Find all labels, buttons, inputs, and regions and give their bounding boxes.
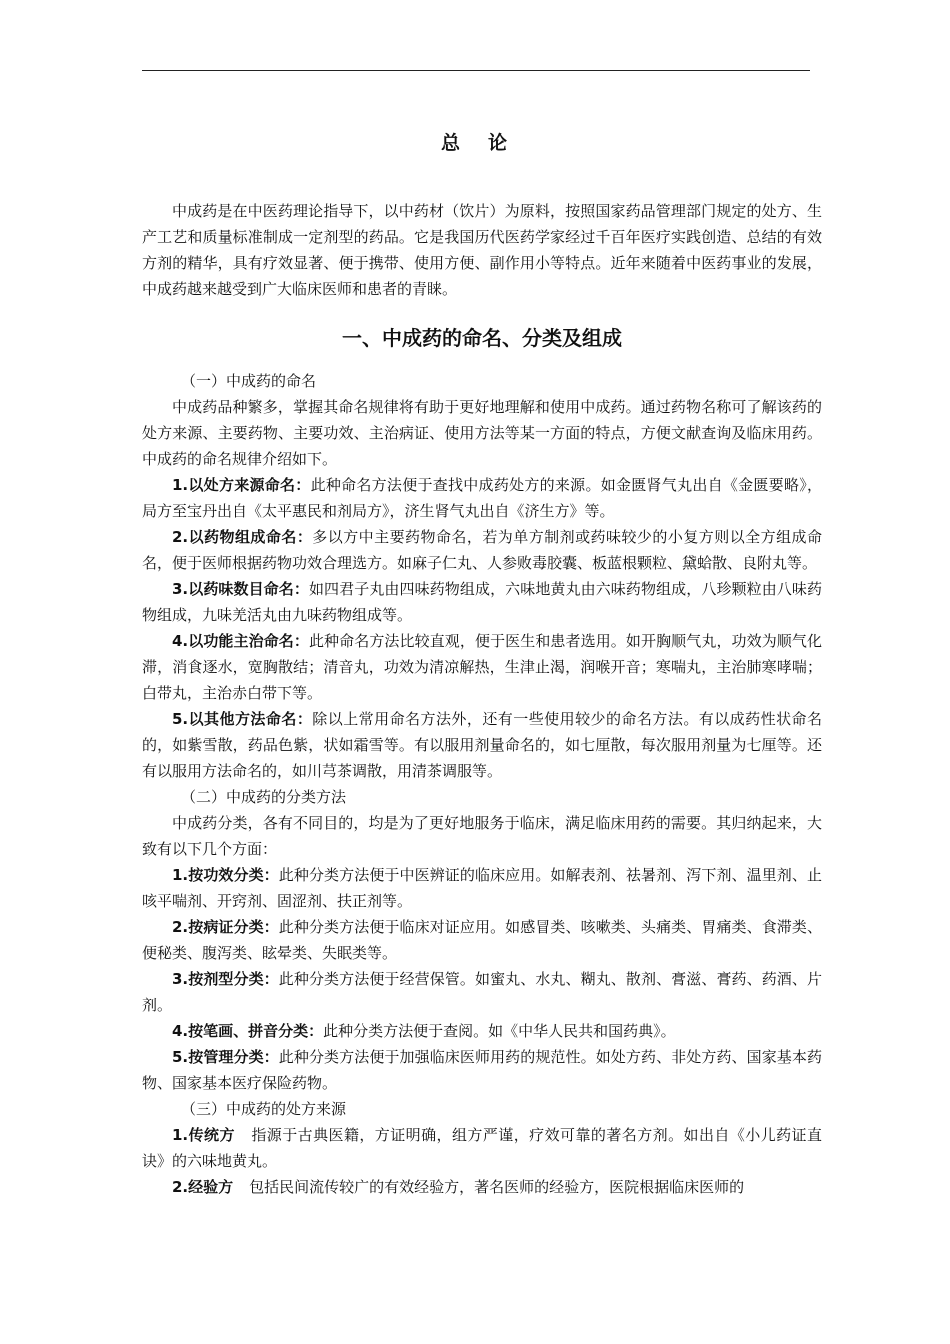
item-label: 1.传统方 (172, 1126, 235, 1144)
document-body (142, 198, 822, 1200)
item-label: 5.以其他方法命名： (172, 710, 313, 728)
classification-item (142, 1044, 822, 1096)
classification-item (142, 862, 822, 914)
naming-item (142, 576, 822, 628)
item-text: 此种分类方法便于查阅。如《中华人民共和国药典》。 (323, 1022, 676, 1040)
item-text: 指源于古典医籍，方证明确，组方严谨，疗效可靠的著名方剂。如出自《小儿药证直诀》的六味地黄丸。 (142, 1126, 822, 1170)
item-text: 此种分类方法便于加强临床医师用药的规范性。如处方药、非处方药、国家基本药物、国家基本医疗保险药物。 (142, 1048, 822, 1092)
item-label: 1.以处方来源命名： (172, 476, 311, 494)
subheading-naming: （一）中成药的命名 (181, 372, 317, 390)
classification-item (142, 1018, 822, 1044)
subheading-sources: （三）中成药的处方来源 (181, 1100, 347, 1118)
item-label: 3.以药味数目命名： (172, 580, 309, 598)
header-rule (142, 70, 810, 71)
subheading-classification: （二）中成药的分类方法 (181, 788, 347, 806)
page-title: 总 论 (440, 132, 510, 154)
item-text: 此种分类方法便于经营保管。如蜜丸、水丸、糊丸、散剂、膏滋、膏药、药酒、片剂。 (142, 970, 822, 1014)
item-label: 4.以功能主治命名： (172, 632, 309, 650)
item-text: 多以方中主要药物命名，若为单方制剂或药味较少的小复方则以全方组成命名，便于医师根据药物功效合理选方。如麻子仁丸、人参败毒胶囊、板蓝根颗粒、黛蛤散、良附丸等。 (142, 528, 822, 572)
item-text: 此种分类方法便于临床对证应用。如感冒类、咳嗽类、头痛类、胃痛类、食滞类、便秘类、腹泻类、眩晕类、失眠类等。 (142, 918, 822, 962)
item-label: 5.按管理分类： (172, 1048, 279, 1066)
item-label: 2.以药物组成命名： (172, 528, 313, 546)
naming-item (142, 472, 822, 524)
item-text: 如四君子丸由四味药物组成，六味地黄丸由六味药物组成，八珍颗粒由八味药物组成，九味羌活丸由九味药物组成等。 (142, 580, 822, 624)
item-text: 此种命名方法比较直观，便于医生和患者选用。如开胸顺气丸，功效为顺气化滞，消食逐水，宽胸散结；清音丸，功效为清凉解热，生津止渴，润喉开音；寒喘丸，主治肺寒哮喘；白带丸，主治赤白带下等。 (142, 632, 822, 702)
naming-intro: 中成药品种繁多，掌握其命名规律将有助于更好地理解和使用中成药。通过药物名称可了解该药的处方来源、主要药物、主要功效、主治病证、使用方法等某一方面的特点，方便文献查询及临床用药。中成药的命名规律介绍如下。 (142, 398, 822, 468)
item-label: 2.按病证分类： (172, 918, 279, 936)
source-item (142, 1122, 822, 1174)
item-text: 此种分类方法便于中医辨证的临床应用。如解表剂、祛暑剂、泻下剂、温里剂、止咳平喘剂、开窍剂、固涩剂、扶正剂等。 (142, 866, 822, 910)
source-item (142, 1174, 822, 1200)
classification-item (142, 914, 822, 966)
item-label: 3.按剂型分类： (172, 970, 279, 988)
item-label: 2.经验方 (172, 1178, 234, 1196)
item-text: 包括民间流传较广的有效经验方，著名医师的经验方，医院根据临床医师的 (249, 1178, 745, 1196)
classification-item (142, 966, 822, 1018)
naming-item (142, 524, 822, 576)
section-heading: 一、中成药的命名、分类及组成 (342, 326, 622, 350)
classification-intro: 中成药分类，各有不同目的，均是为了更好地服务于临床，满足临床用药的需要。其归纳起来，大致有以下几个方面： (142, 814, 822, 858)
item-text: 此种命名方法便于查找中成药处方的来源。如金匮肾气丸出自《金匮要略》，局方至宝丹出自《太平惠民和剂局方》，济生肾气丸出自《济生方》等。 (142, 476, 822, 520)
item-label: 4.按笔画、拼音分类： (172, 1022, 324, 1040)
item-text: 除以上常用命名方法外，还有一些使用较少的命名方法。有以成药性状命名的，如紫雪散，药品色紫，状如霜雪等。有以服用剂量命名的，如七厘散，每次服用剂量为七厘等。还有以服用方法命名的，如川芎茶调散，用清茶调服等。 (142, 710, 822, 780)
item-label: 1.按功效分类： (172, 866, 279, 884)
naming-item (142, 706, 822, 784)
naming-item (142, 628, 822, 706)
intro-paragraph: 中成药是在中医药理论指导下，以中药材（饮片）为原料，按照国家药品管理部门规定的处方、生产工艺和质量标准制成一定剂型的药品。它是我国历代医药学家经过千百年医疗实践创造、总结的有效方剂的精华，具有疗效显著、便于携带、使用方便、副作用小等特点。近年来随着中医药事业的发展，中成药越来越受到广大临床医师和患者的青睐。 (142, 202, 822, 298)
